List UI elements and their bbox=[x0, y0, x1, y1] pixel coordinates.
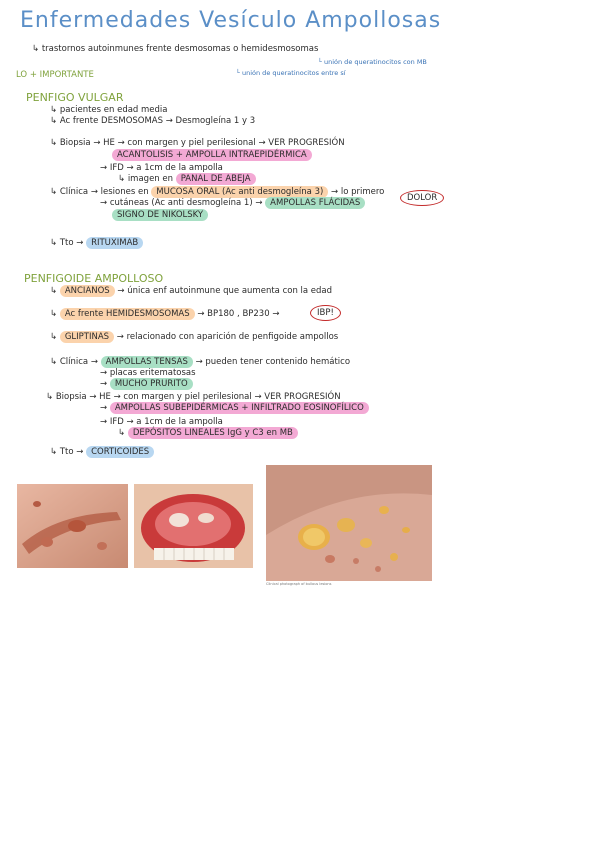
pv-line-cutaneous bbox=[100, 198, 365, 208]
pv-line-clinic bbox=[50, 187, 384, 197]
pa-line-treatment bbox=[50, 447, 154, 457]
pa-linear-deposits: DEPÓSITOS LINEALES IgG y C3 en MB bbox=[128, 427, 298, 439]
pv-treatment-label: ↳ Tto → bbox=[50, 238, 84, 248]
pv-pain-circled: DOLOR bbox=[400, 190, 444, 206]
pa-line-deposits: ↳ DEPÓSITOS LINEALES IgG y C3 en MB bbox=[118, 428, 298, 438]
pa-plaques: → placas eritematosas bbox=[100, 368, 196, 378]
pa-subepidermal: AMPOLLAS SUBEPIDÉRMICAS + INFILTRADO EOSINOFÍLICO bbox=[110, 402, 369, 414]
pa-corticosteroids: CORTICOIDES bbox=[86, 446, 154, 458]
pa-line-clinic bbox=[50, 357, 350, 367]
intro-line: ↳ trastornos autoinmunes frente desmosomas o hemidesmosomas bbox=[32, 44, 319, 54]
pa-clinic-label: ↳ Clínica → bbox=[50, 357, 98, 367]
pa-gliptins-note: → relacionado con aparición de penfigoide ampollos bbox=[116, 332, 339, 342]
photo-tense-blisters bbox=[266, 465, 432, 581]
pa-treatment-label: ↳ Tto → bbox=[50, 447, 84, 457]
pa-line-gliptins: ↳ GLIPTINAS → relacionado con aparición de penfigoide ampollos bbox=[50, 332, 339, 342]
pa-line-subepidermal: → AMPOLLAS SUBEPIDÉRMICAS + INFILTRADO EOSINOFÍLICO bbox=[100, 403, 369, 413]
photo-oral-mucosa bbox=[134, 484, 253, 568]
pa-pruritus: MUCHO PRURITO bbox=[110, 378, 193, 390]
pa-line-elderly: ↳ ANCIANOS → única enf autoinmune que aumenta con la edad bbox=[50, 286, 333, 296]
pv-honeycomb: PANAL DE ABEJA bbox=[176, 173, 256, 185]
pa-line-biopsy: ↳ Biopsia → HE → con margen y piel perilesional → VER PROGRESIÓN bbox=[46, 392, 341, 402]
pv-line-image bbox=[118, 174, 256, 184]
pa-ibp-circled: IBP! bbox=[310, 305, 341, 321]
pa-hemidesmosomes: Ac frente HEMIDESMOSOMAS bbox=[60, 308, 195, 320]
pv-line-antibodies: ↳ Ac frente DESMOSOMAS → Desmogleína 1 y 3 bbox=[50, 116, 256, 126]
photo-skin-lesions-1 bbox=[17, 484, 128, 568]
pv-line-ifd: → IFD → a 1cm de la ampolla bbox=[100, 163, 223, 173]
pa-elderly-note: → única enf autoinmune que aumenta con la edad bbox=[117, 286, 333, 296]
pv-line-biopsy: ↳ Biopsia → HE → con margen y piel perilesional → VER PROGRESIÓN bbox=[50, 138, 345, 148]
important-legend: LO + IMPORTANTE bbox=[16, 70, 94, 80]
note-hemidesmosomas: └ unión de queratinocitos con MB bbox=[318, 58, 427, 66]
pa-ac-arrow: ↳ bbox=[50, 309, 58, 319]
pv-acantholysis: ACANTOLISIS + AMPOLLA INTRAEPIDÉRMICA bbox=[112, 149, 312, 161]
pa-line-ifd: → IFD → a 1cm de la ampolla bbox=[100, 417, 223, 427]
note-desmosomas: └ unión de queratinocitos entre sí bbox=[236, 69, 346, 77]
pv-cutaneous-label: → cutáneas (Ac anti desmogleína 1) → bbox=[100, 198, 263, 208]
pv-clinic-label: ↳ Clínica → lesiones en bbox=[50, 187, 149, 197]
pa-elderly: ANCIANOS bbox=[60, 285, 115, 297]
section-heading-bullous-pemphigoid: PENFIGOIDE AMPOLLOSO bbox=[24, 272, 164, 285]
pv-nikolsky-sign: SIGNO DE NIKOLSKY bbox=[112, 209, 208, 221]
page-title: Enfermedades Vesículo Ampollosas bbox=[20, 8, 442, 33]
photo-caption: Clinical photograph of bullous lesions bbox=[266, 582, 332, 586]
pa-tense-blisters: AMPOLLAS TENSAS bbox=[101, 356, 193, 368]
pa-tense-note: → pueden tener contenido hemático bbox=[195, 357, 351, 367]
pv-image-label: ↳ imagen en bbox=[118, 174, 174, 184]
pv-oral-mucosa: MUCOSA ORAL (Ac anti desmogleína 3) bbox=[151, 186, 328, 198]
pa-bp-antigens: → BP180 , BP230 → bbox=[197, 309, 280, 319]
section-heading-pemphigus-vulgaris: PENFIGO VULGAR bbox=[26, 91, 124, 104]
pa-line-antibodies bbox=[50, 309, 279, 319]
pa-gliptins: GLIPTINAS bbox=[60, 331, 114, 343]
pv-flaccid-blisters: AMPOLLAS FLÁCIDAS bbox=[265, 197, 365, 209]
pv-rituximab: RITUXIMAB bbox=[86, 237, 143, 249]
pv-first: → lo primero bbox=[331, 187, 385, 197]
pv-line-treatment bbox=[50, 238, 143, 248]
pv-line-age: ↳ pacientes en edad media bbox=[50, 105, 168, 115]
pa-line-pruritus: → MUCHO PRURITO bbox=[100, 379, 193, 389]
